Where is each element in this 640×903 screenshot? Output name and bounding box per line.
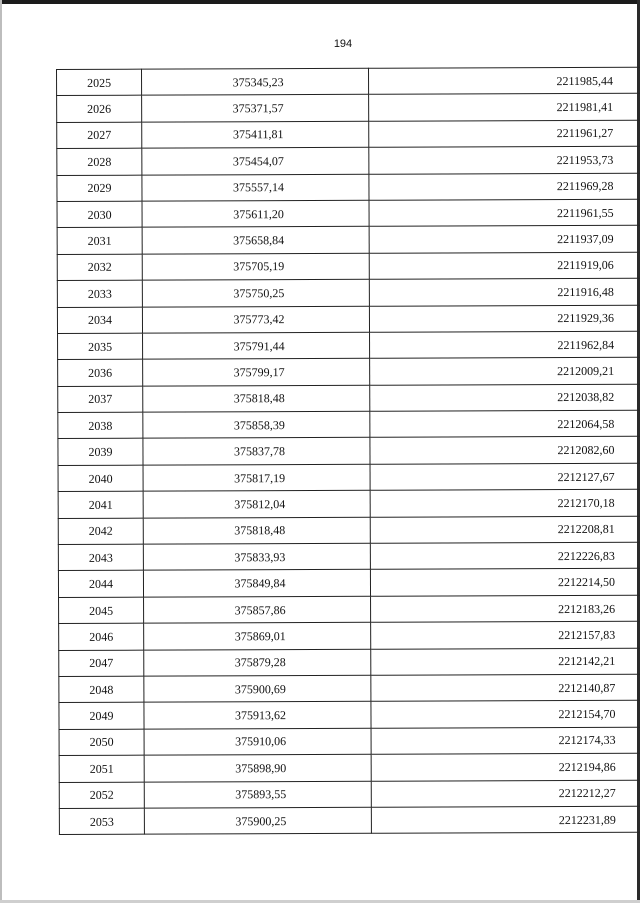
table-row	[59, 780, 640, 809]
y-coordinate-cell: 2212038,82	[370, 384, 640, 412]
point-number-cell: 2035	[58, 333, 143, 360]
y-coordinate-cell: 2212009,21	[370, 357, 640, 385]
point-number-cell: 2051	[59, 755, 144, 782]
table-row	[57, 305, 640, 334]
point-number-cell: 2036	[58, 359, 143, 386]
x-coordinate-cell: 375900,25	[144, 807, 371, 834]
point-number-cell: 2034	[57, 307, 142, 334]
y-coordinate-cell: 2212214,50	[370, 569, 640, 597]
x-coordinate-cell: 375611,20	[142, 200, 369, 227]
point-number-cell: 2030	[57, 201, 142, 228]
x-coordinate-cell: 375812,04	[143, 491, 370, 518]
coordinates-table	[56, 67, 640, 836]
table-row	[57, 146, 640, 175]
table-row	[59, 701, 640, 730]
x-coordinate-cell: 375869,01	[144, 622, 371, 649]
table-row	[59, 806, 640, 835]
y-coordinate-cell: 2211953,73	[369, 146, 640, 174]
x-coordinate-cell: 375371,57	[142, 95, 369, 122]
x-coordinate-cell: 375818,48	[143, 385, 370, 412]
table-row	[57, 67, 640, 96]
coordinates-table-body	[57, 67, 640, 835]
y-coordinate-cell: 2211961,27	[369, 120, 640, 148]
point-number-cell: 2025	[57, 69, 142, 96]
y-coordinate-cell: 2211981,41	[369, 94, 640, 122]
table-row	[59, 674, 640, 703]
point-number-cell: 2053	[59, 808, 144, 835]
point-number-cell: 2027	[57, 122, 142, 149]
point-number-cell: 2046	[59, 623, 144, 650]
table-row	[58, 357, 640, 386]
y-coordinate-cell: 2211916,48	[369, 278, 640, 306]
table-row	[59, 753, 640, 782]
table-row	[59, 595, 640, 624]
y-coordinate-cell: 2212212,27	[371, 780, 640, 808]
y-coordinate-cell: 2212231,89	[371, 806, 640, 834]
x-coordinate-cell: 375913,62	[144, 702, 371, 729]
point-number-cell: 2041	[58, 491, 143, 518]
x-coordinate-cell: 375833,93	[143, 543, 370, 570]
x-coordinate-cell: 375658,84	[142, 227, 369, 254]
point-number-cell: 2032	[57, 254, 142, 281]
scan-edge-left	[0, 0, 2, 903]
y-coordinate-cell: 2212154,70	[371, 701, 640, 729]
table-row	[58, 516, 640, 545]
x-coordinate-cell: 375411,81	[142, 121, 369, 148]
x-coordinate-cell: 375879,28	[144, 649, 371, 676]
y-coordinate-cell: 2212157,83	[371, 621, 640, 649]
x-coordinate-cell: 375705,19	[142, 253, 369, 280]
point-number-cell: 2050	[59, 729, 144, 756]
x-coordinate-cell: 375857,86	[144, 596, 371, 623]
y-coordinate-cell: 2211985,44	[368, 67, 640, 95]
table-row	[58, 410, 640, 439]
x-coordinate-cell: 375893,55	[144, 781, 371, 808]
y-coordinate-cell: 2211919,06	[369, 252, 640, 280]
x-coordinate-cell: 375345,23	[142, 68, 369, 95]
x-coordinate-cell: 375750,25	[142, 279, 369, 306]
table-row	[58, 542, 640, 571]
y-coordinate-cell: 2212226,83	[370, 542, 640, 570]
point-number-cell: 2045	[59, 597, 144, 624]
scan-edge-top	[0, 0, 640, 4]
point-number-cell: 2047	[59, 650, 144, 677]
point-number-cell: 2043	[58, 544, 143, 571]
x-coordinate-cell: 375858,39	[143, 411, 370, 438]
table-row	[58, 569, 640, 598]
point-number-cell: 2039	[58, 439, 143, 466]
point-number-cell: 2031	[57, 228, 142, 255]
point-number-cell: 2033	[57, 280, 142, 307]
x-coordinate-cell: 375773,42	[142, 306, 369, 333]
page-number: 194	[333, 38, 353, 50]
y-coordinate-cell: 2211937,09	[369, 225, 640, 253]
table-row	[57, 225, 640, 254]
y-coordinate-cell: 2211969,28	[369, 173, 640, 201]
y-coordinate-cell: 2212183,26	[371, 595, 640, 623]
point-number-cell: 2040	[58, 465, 143, 492]
point-number-cell: 2042	[58, 518, 143, 545]
point-number-cell: 2052	[59, 782, 144, 809]
y-coordinate-cell: 2212174,33	[371, 727, 640, 755]
y-coordinate-cell: 2212082,60	[370, 437, 640, 465]
table-row	[57, 199, 640, 228]
table-row	[58, 437, 640, 466]
x-coordinate-cell: 375849,84	[143, 570, 370, 597]
table-row	[58, 384, 640, 413]
table-row	[57, 252, 640, 281]
table-row	[59, 648, 640, 677]
table-row	[57, 120, 640, 149]
y-coordinate-cell: 2211929,36	[369, 305, 640, 333]
x-coordinate-cell: 375898,90	[144, 754, 371, 781]
x-coordinate-cell: 375837,78	[143, 438, 370, 465]
y-coordinate-cell: 2212142,21	[371, 648, 640, 676]
x-coordinate-cell: 375818,48	[143, 517, 370, 544]
x-coordinate-cell: 375799,17	[143, 359, 370, 386]
table-row	[58, 463, 640, 492]
coordinates-table-wrapper	[56, 67, 616, 835]
point-number-cell: 2029	[57, 175, 142, 202]
y-coordinate-cell: 2212194,86	[371, 753, 640, 781]
y-coordinate-cell: 2212208,81	[370, 516, 640, 544]
point-number-cell: 2049	[59, 703, 144, 730]
table-row	[57, 94, 640, 123]
table-row	[58, 489, 640, 518]
table-row	[57, 173, 640, 202]
x-coordinate-cell: 375817,19	[143, 464, 370, 491]
y-coordinate-cell: 2212127,67	[370, 463, 640, 491]
point-number-cell: 2038	[58, 412, 143, 439]
x-coordinate-cell: 375910,06	[144, 728, 371, 755]
x-coordinate-cell: 375900,69	[144, 675, 371, 702]
x-coordinate-cell: 375454,07	[142, 147, 369, 174]
y-coordinate-cell: 2212064,58	[370, 410, 640, 438]
table-row	[59, 621, 640, 650]
y-coordinate-cell: 2212140,87	[371, 674, 640, 702]
point-number-cell: 2028	[57, 148, 142, 175]
table-row	[57, 278, 640, 307]
x-coordinate-cell: 375791,44	[143, 332, 370, 359]
table-row	[58, 331, 640, 360]
x-coordinate-cell: 375557,14	[142, 174, 369, 201]
point-number-cell: 2037	[58, 386, 143, 413]
y-coordinate-cell: 2211961,55	[369, 199, 640, 227]
point-number-cell: 2026	[57, 96, 142, 123]
table-row	[59, 727, 640, 756]
y-coordinate-cell: 2211962,84	[370, 331, 640, 359]
point-number-cell: 2048	[59, 676, 144, 703]
point-number-cell: 2044	[58, 571, 143, 598]
y-coordinate-cell: 2212170,18	[370, 489, 640, 517]
